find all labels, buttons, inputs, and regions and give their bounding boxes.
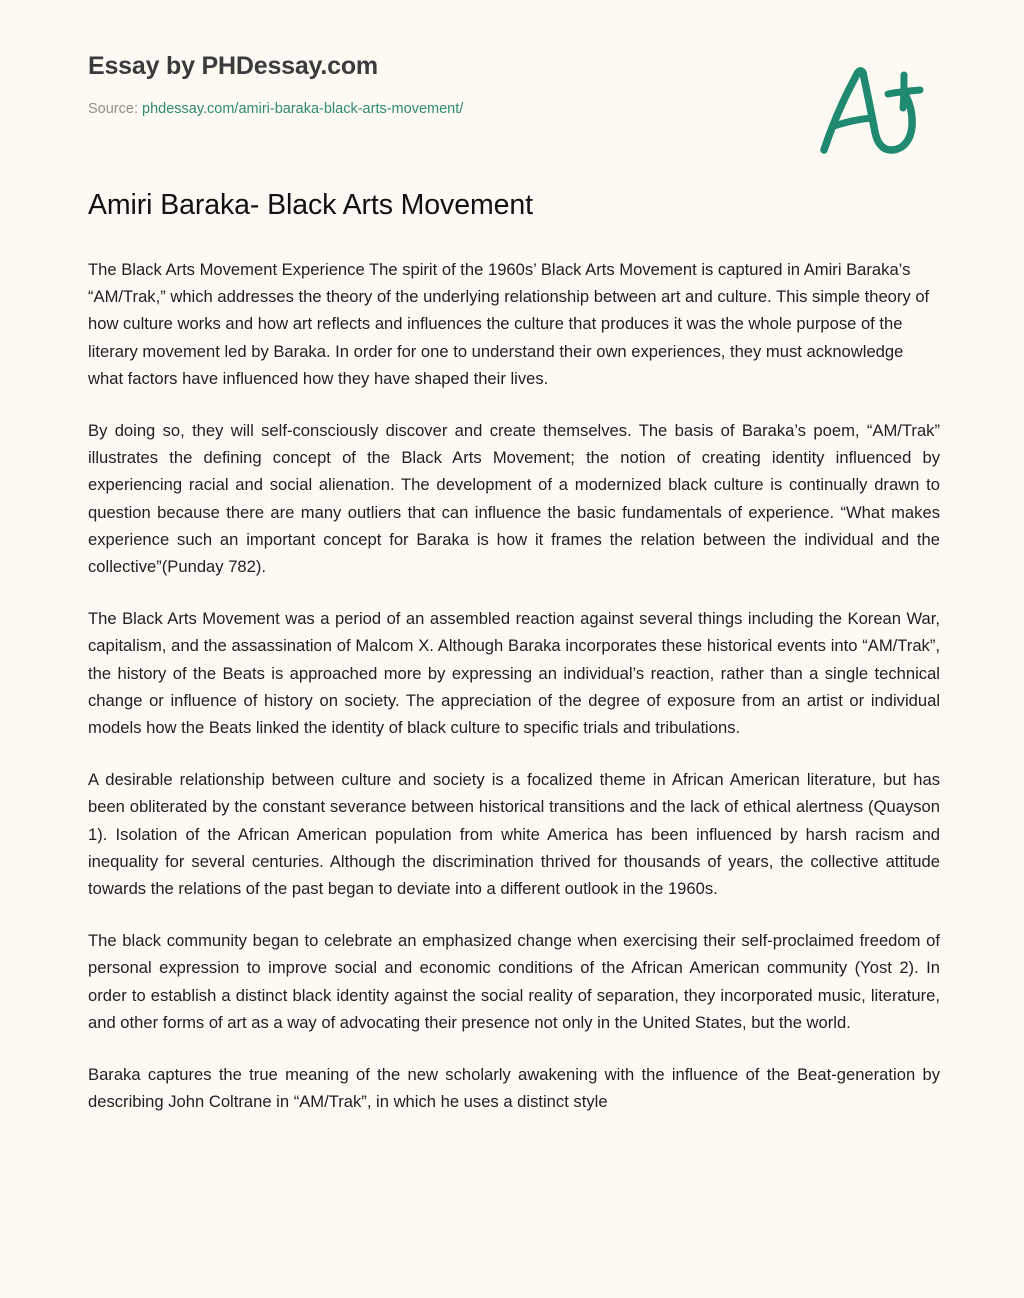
brand-title: Essay by PHDessay.com (88, 52, 378, 80)
paragraph: By doing so, they will self-consciously discover and create themselves. The basis of Baraka’s poem, “AM/Trak” illustrates the defining concept of the Black Arts Movement; the notion of creating identity influenced by experiencing racial and social alienation. The development of a modernized black culture is continually drawn to question because there are many outliers that can influence the basic fundamentals of experience. “What makes experience such an important concept for Baraka is how it frames the relation between the individual and the collective”(Punday 782). (88, 421, 940, 577)
paragraph: The Black Arts Movement Experience The spirit of the 1960s’ Black Arts Movement is captured in Amiri Baraka’s “AM/Trak,” which addresses the theory of the underlying relationship between art and culture. This simple theory of how culture works and how art reflects and influences the culture that produces it was the whole purpose of the literary movement led by Baraka. In order for one to understand their own experiences, they must acknowledge what factors have influenced how they have shaped their lives. (88, 260, 930, 388)
source-url-link[interactable]: phdessay.com/amiri-baraka-black-arts-movement/ (142, 101, 464, 117)
source-line (88, 101, 463, 117)
paragraph: The black community began to celebrate an emphasized change when exercising their self-proclaimed freedom of personal expression to improve social and economic conditions of the African American community (Yost 2). In order to establish a distinct black identity against the social reality of separation, they incorporated music, literature, and other forms of art as a way of advocating their presence not only in the United States, but the world. (88, 931, 940, 1032)
aplus-logo-icon[interactable] (812, 58, 932, 158)
paragraph: Baraka captures the true meaning of the new scholarly awakening with the influence of the Beat-generation by describing John Coltrane in “AM/Trak”, in which he uses a distinct style (88, 1065, 940, 1112)
paragraph: A desirable relationship between culture and society is a focalized theme in African American literature, but has been obliterated by the constant severance between historical transitions and the lack of ethical alertness (Quayson 1). Isolation of the African American population from white America has been influenced by harsh racism and inequality for several centuries. Although the discrimination thrived for thousands of years, the collective attitude towards the relations of the past began to deviate into a different outlook in the 1960s. (88, 770, 940, 899)
aplus-logo-svg (812, 58, 932, 158)
essay-body (88, 256, 940, 1115)
paragraph: The Black Arts Movement was a period of an assembled reaction against several things including the Korean War, capitalism, and the assassination of Malcom X. Although Baraka incorporates these historical events into “AM/Trak”, the history of the Beats is approached more by expressing an individual’s reaction, rather than a single technical change or influence of history on society. The appreciation of the degree of exposure from an artist or individual models how the Beats linked the identity of black culture to specific trials and tribulations. (88, 609, 940, 738)
page-title: Amiri Baraka- Black Arts Movement (88, 189, 533, 221)
page-header (0, 0, 1024, 175)
source-label: Source: (88, 101, 138, 117)
